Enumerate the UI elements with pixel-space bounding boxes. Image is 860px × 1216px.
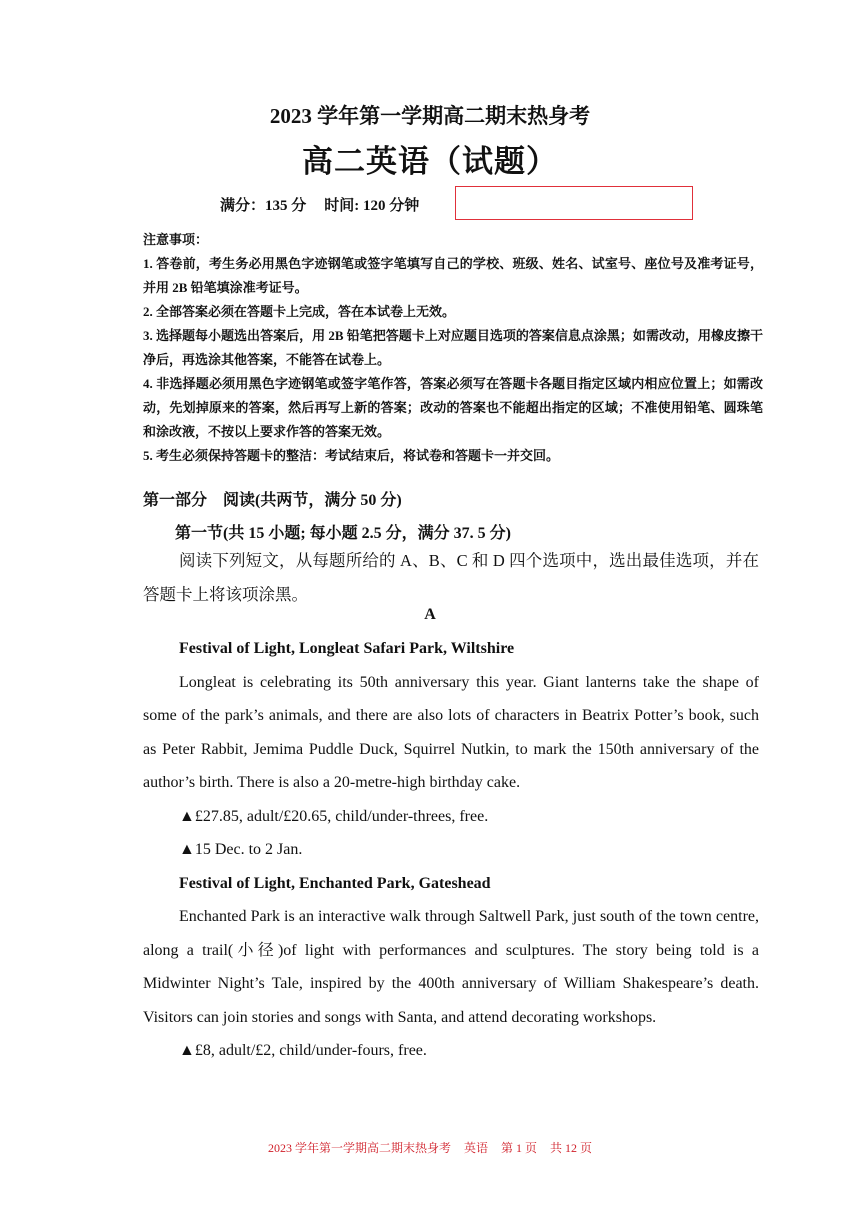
event-price: ▲£27.85, adult/£20.65, child/under-threes, free. <box>179 807 489 825</box>
footer-total: 共 12 页 <box>550 1141 593 1155</box>
note-item: 4. 非选择题必须用黑色字迹钢笔或签字笔作答，答案必须写在答题卡各题目指定区域内相应位置上；如需改动，先划掉原来的答案，然后再写上新的答案；改动的答案也不能超出指定的区域；不准使用铅笔、圆珠笔和涂改液，不按以上要求作答的答案无效。 <box>143 376 763 439</box>
page-footer <box>0 1139 860 1156</box>
instruction-text <box>143 544 759 611</box>
footer-exam: 2023 学年第一学期高二期末热身考 <box>267 1141 451 1155</box>
event-description: Enchanted Park is an interactive walk through Saltwell Park, just south of the town centre, along a trail(小径)of light with performances and sculptures. The story being told is a Midwinter Night’s Tale, inspired by the 400th anniversary of William Shakespeare’s death. Visitors can join stories and songs with Santa, and attend decorating workshops. <box>143 908 759 1026</box>
footer-page: 第 1 页 <box>501 1141 538 1155</box>
event-dates: ▲15 Dec. to 2 Jan. <box>179 841 303 858</box>
event-heading: Festival of Light, Enchanted Park, Gateshead <box>179 874 491 892</box>
passage-label: A <box>424 606 436 623</box>
section-title: 第一节(共 15 小题; 每小题 2.5 分，满分 37. 5 分) <box>175 525 511 542</box>
subject-title: 高二英语（试题） <box>302 144 558 179</box>
event-description: Longleat is celebrating its 50th anniversary this year. Giant lanterns take the shape of some of the park’s animals, and there are also lots of characters in Beatrix Potter’s book, such as Peter Rabbit, Jemima Puddle Duck, Squirrel Nutkin, to mark the 150th anniversary of the author’s birth. There is also a 20-metre-high birthday cake. <box>143 673 759 791</box>
event-price: ▲£8, adult/£2, child/under-fours, free. <box>179 1042 427 1059</box>
note-item: 2. 全部答案必须在答题卡上完成，答在本试卷上无效。 <box>143 304 456 319</box>
exam-meta <box>220 194 419 215</box>
note-item: 1. 答卷前，考生务必用黑色字迹钢笔或签字笔填写自己的学校、班级、姓名、试室号、座位号及准考证号，并用 2B 铅笔填涂准考证号。 <box>143 256 763 295</box>
note-item: 5. 考生必须保持答题卡的整洁：考试结束后，将试卷和答题卡一并交回。 <box>143 448 560 463</box>
event-heading: Festival of Light, Longleat Safari Park, Wiltshire <box>179 640 515 657</box>
score-label: 满分：135 分 <box>220 198 307 214</box>
instruction: 阅读下列短文，从每题所给的 A、B、C 和 D 四个选项中，选出最佳选项，并在答题卡上将该项涂黑。 <box>143 551 759 604</box>
barcode-box <box>455 186 693 220</box>
part-title: 第一部分 阅读(共两节，满分 50 分) <box>143 492 402 509</box>
notes-section <box>143 228 763 468</box>
note-item: 3. 选择题每小题选出答案后，用 2B 铅笔把答题卡上对应题目选项的答案信息点涂黑；如需改动，用橡皮擦干净后，再选涂其他答案，不能答在试卷上。 <box>143 328 763 367</box>
exam-title: 2023 学年第一学期高二期末热身考 <box>269 104 591 128</box>
passage-a <box>143 632 759 1068</box>
notes-heading: 注意事项： <box>143 232 209 247</box>
footer-subject: 英语 <box>463 1141 488 1155</box>
time-label: 时间: 120 分钟 <box>324 198 420 214</box>
